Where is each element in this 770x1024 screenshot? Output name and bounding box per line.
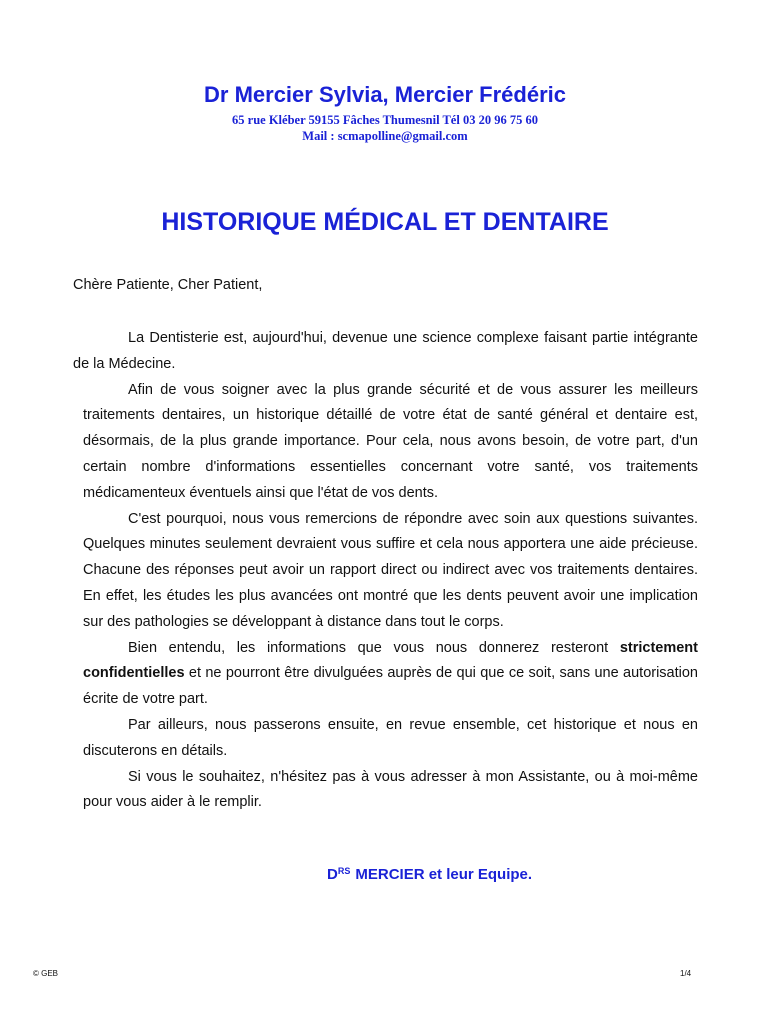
signature xyxy=(327,866,532,883)
paragraph-confidentiality xyxy=(73,636,698,713)
signature-superscript: RS xyxy=(337,866,351,876)
paragraph-questions: C'est pourquoi, nous vous remercions de répondre avec soin aux questions suivantes. Quelques minutes seulement devraient vous suffire et cela nous apportera une aide précieuse. Chacune des réponses peut avoir un rapport direct ou indirect avec vos traitements dentaires. En effet, les études les plus avancées ont montré que les dents peuvent avoir une implication sur des pathologies se développant à distance dans tout le corps. xyxy=(83,510,698,630)
doctor-name-heading: Dr Mercier Sylvia, Mercier Frédéric xyxy=(204,82,566,107)
email-line: Mail : scmapolline@gmail.com xyxy=(302,129,468,143)
paragraph-assistance: Si vous le souhaitez, n'hésitez pas à vous adresser à mon Assistante, ou à moi-même pour vous aider à le remplir. xyxy=(83,768,698,811)
paragraph-review: Par ailleurs, nous passerons ensuite, en revue ensemble, cet historique et nous en discuterons en détails. xyxy=(83,716,698,759)
paragraph-intro: La Dentisterie est, aujourd'hui, devenue une science complexe faisant partie intégrante de la Médecine. xyxy=(73,330,698,372)
salutation: Chère Patiente, Cher Patient, xyxy=(73,277,263,293)
address-line: 65 rue Kléber 59155 Fâches Thumesnil Tél 03 20 96 75 60 xyxy=(232,113,538,127)
signature-prefix: D xyxy=(327,866,338,883)
confidentiality-text-after: et ne pourront être divulguées auprès de qui que ce soit, sans une autorisation écrite de votre part. xyxy=(83,665,698,708)
paragraph-medical-history: Afin de vous soigner avec la plus grande sécurité et de vous assurer les meilleurs traitements dentaires, un historique détaillé de votre état de santé général et dentaire est, désormais, de la plus grande importance. Pour cela, nous avons besoin, de votre part, d'un certain nombre d'informations essentielles concernant votre santé, vos traitements médicamenteux éventuels ainsi que l'état de vos dents. xyxy=(83,381,698,501)
document-title: HISTORIQUE MÉDICAL ET DENTAIRE xyxy=(161,208,609,236)
footer-page-number: 1/4 xyxy=(680,969,692,978)
footer-copyright: © GEB xyxy=(33,969,59,978)
signature-text: MERCIER et leur Equipe. xyxy=(355,866,533,883)
confidentiality-emphasis: strictement confidentielles xyxy=(83,639,698,682)
letter-body xyxy=(73,326,698,816)
confidentiality-text-before: Bien entendu, les informations que vous nous donnerez resteront xyxy=(128,639,620,656)
